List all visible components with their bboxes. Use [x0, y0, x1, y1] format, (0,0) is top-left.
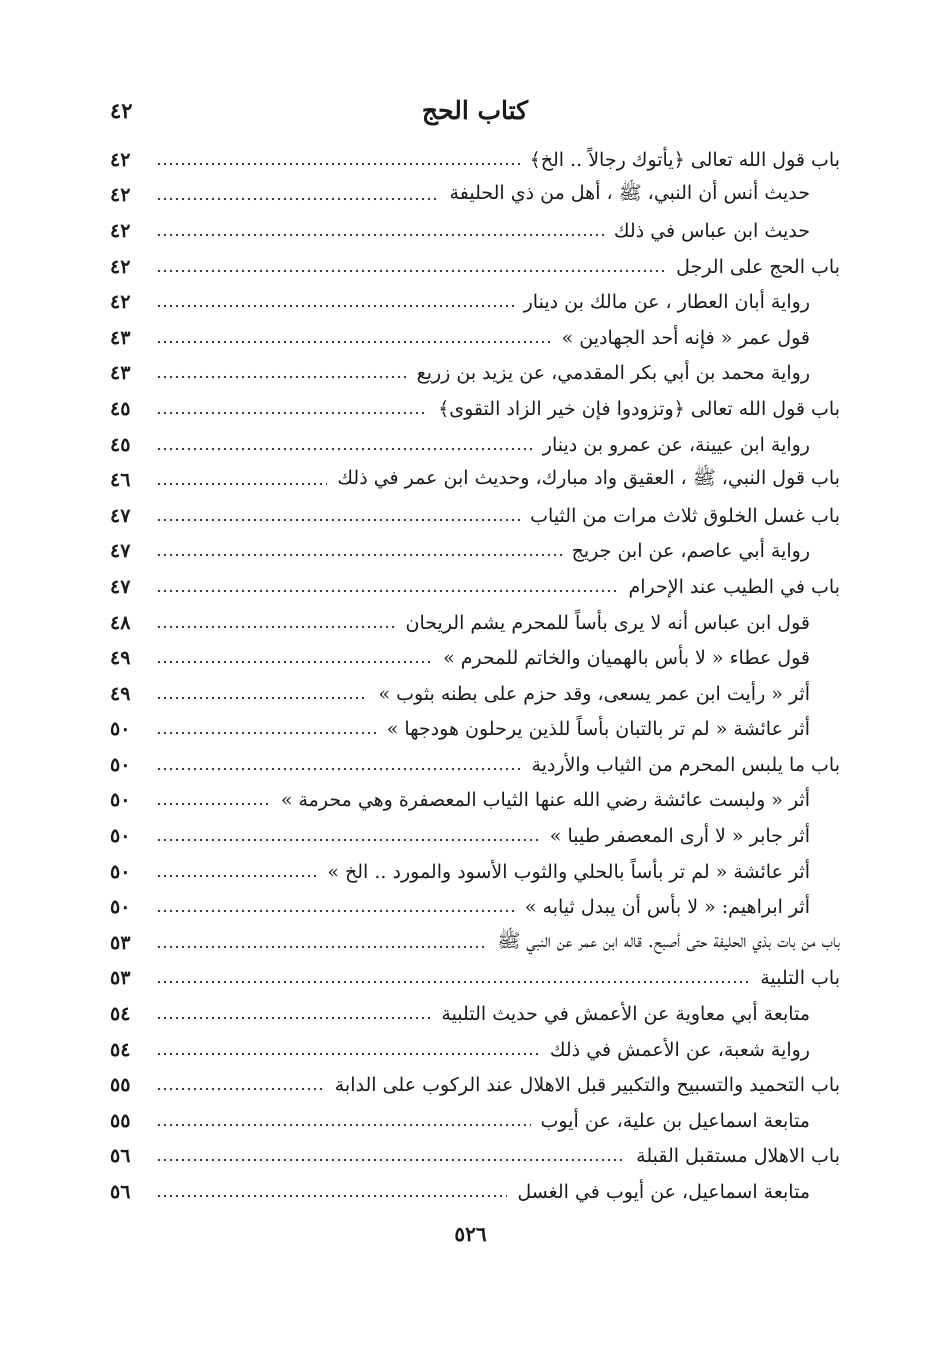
dot-leader: [156, 233, 604, 237]
toc-page-number: ٥٤: [110, 1038, 131, 1061]
toc-subentry-title: حديث ابن عباس في ذلك: [613, 219, 810, 242]
toc-chapter-title: باب في الطيب عند الإحرام: [628, 575, 840, 598]
toc-subentry-title: متابعة اسماعيل بن علية، عن أيوب: [540, 1109, 810, 1132]
toc-chapter-title: باب التحميد والتسبيح والتكبير قبل الاهلال عند الركوب على الدابة: [334, 1074, 840, 1097]
toc-entry: [110, 534, 840, 570]
dot-leader: [156, 1123, 531, 1127]
footer-page-number: ٥٢٦: [454, 1222, 487, 1246]
toc-entry: [110, 142, 840, 178]
toc-entry: [110, 854, 840, 890]
toc-subentry-title: متابعة اسماعيل، عن أيوب في الغسل: [517, 1181, 810, 1204]
dot-leader: [156, 1194, 507, 1198]
dot-leader: [156, 625, 396, 629]
toc-subentry-title: قول ابن عباس أنه لا يرى بأساً للمحرم يشم الريحان: [405, 611, 810, 634]
toc-chapter-title: باب غسل الخلوق ثلاث مرات من الثياب: [530, 504, 840, 527]
dot-leader: [156, 482, 327, 486]
toc-subentry-title: قول عطاء « لا بأس بالهميان والخاتم للمحرم »: [443, 647, 810, 670]
toc-entry: [110, 889, 840, 925]
toc-subentry-title: متابعة أبي معاوية عن الأعمش في حديث التلبية: [441, 1003, 810, 1026]
toc-entry: [110, 640, 840, 676]
toc-page-number: ٥٦: [110, 1145, 131, 1168]
toc-subentry-title: أثر « رأيت ابن عمر يسعى، وقد حزم على بطنه بثوب »: [378, 682, 810, 705]
toc-page-number: ٤٩: [110, 682, 131, 705]
toc-page-number: ٤٢: [110, 255, 131, 278]
dot-leader: [156, 838, 540, 842]
toc-page-number: ٥٦: [110, 1181, 131, 1204]
dot-leader: [156, 375, 407, 379]
toc-page-number: ٥٠: [110, 825, 131, 848]
toc-entry: [110, 178, 840, 214]
toc-entry: [110, 1067, 840, 1103]
toc-page-number: ٤٢: [110, 184, 131, 207]
toc-entry: [110, 712, 840, 748]
toc-page-number: ٤٦: [110, 469, 131, 492]
toc-subentry-title: أثر عائشة « لم تر بالتبان بأساً للذين يرحلون هودجها »: [386, 718, 810, 741]
toc-entry: [110, 783, 840, 819]
heading-page-number: ٤٢: [110, 98, 133, 123]
toc-entry: [110, 284, 840, 320]
dot-leader: [156, 1087, 325, 1091]
toc-entry: [110, 1032, 840, 1068]
toc-page-number: ٤٣: [110, 326, 131, 349]
toc-entry: [110, 320, 840, 356]
toc-page-number: ٤٢: [110, 219, 131, 242]
toc-page-number: ٥٠: [110, 896, 131, 919]
dot-leader: [156, 553, 562, 557]
toc-chapter-title: باب قول النبي، ﷺ ، العقيق واد مبارك، وحديث ابن عمر في ذلك: [337, 467, 840, 490]
toc-page-number: ٥٠: [110, 860, 131, 883]
toc-chapter-title: باب الاهلال مستقبل القبلة: [636, 1145, 840, 1168]
page-heading: [110, 96, 840, 136]
toc-subentry-title: حديث أنس أن النبي، ﷺ ، أهل من ذي الحليفة: [449, 182, 810, 205]
toc-subentry-title: أثر عائشة « لم تر بأساً بالحلي والثوب الأسود والمورد .. الخ »: [327, 860, 810, 883]
dot-leader: [156, 589, 618, 593]
toc-page-number: ٥٠: [110, 718, 131, 741]
toc-subentry-title: رواية شعبة، عن الأعمش في ذلك: [549, 1038, 810, 1061]
toc-entry: [110, 961, 840, 997]
dot-leader: [156, 980, 750, 984]
dot-leader: [156, 874, 317, 878]
toc-subentry-title: أثر « ولبست عائشة رضي الله عنها الثياب المعصفرة وهي محرمة »: [280, 789, 810, 812]
toc-chapter-title: باب التلبية: [760, 967, 840, 990]
toc-page-number: ٥٥: [110, 1074, 131, 1097]
toc-page-number: ٥٣: [110, 967, 131, 990]
dot-leader: [156, 660, 433, 664]
toc-subentry-title: أثر جابر « لا أرى المعصفر طيبا »: [549, 825, 810, 848]
dot-leader: [156, 945, 487, 949]
toc-entry: [110, 427, 840, 463]
dot-leader: [156, 802, 271, 806]
dot-leader: [156, 731, 377, 735]
dot-leader: [156, 304, 514, 308]
toc-page-number: ٤٢: [110, 291, 131, 314]
toc-entry: [110, 676, 840, 712]
toc-entry: [110, 925, 840, 961]
toc-page-number: ٤٩: [110, 647, 131, 670]
toc-page-number: ٤٧: [110, 504, 131, 527]
dot-leader: [156, 162, 520, 166]
dot-leader: [156, 1158, 626, 1162]
dot-leader: [156, 909, 515, 913]
toc-entry: [110, 1174, 840, 1210]
dot-leader: [156, 269, 666, 273]
toc-subentry-title: رواية أبان العطار ، عن مالك بن دينار: [523, 291, 810, 314]
toc-entry: [110, 818, 840, 854]
toc-chapter-title: باب الحج على الرجل: [676, 255, 840, 278]
toc-entry: [110, 1103, 840, 1139]
dot-leader: [156, 1016, 431, 1020]
toc-page-number: ٤٨: [110, 611, 131, 634]
toc-subentry-title: قول عمر « فإنه أحد الجهادين »: [561, 326, 810, 349]
toc-page-number: ٤٧: [110, 575, 131, 598]
page-title: كتاب الحج: [421, 96, 529, 125]
toc-entry: [110, 462, 840, 498]
toc-page-number: ٥٠: [110, 789, 131, 812]
dot-leader: [156, 518, 520, 522]
table-of-contents: [110, 142, 840, 1210]
toc-entry: [110, 213, 840, 249]
toc-page-number: ٤٥: [110, 433, 131, 456]
toc-subentry-title: أثر ابراهيم: « لا بأس أن يبدل ثيابه »: [524, 896, 810, 919]
dot-leader: [156, 340, 552, 344]
toc-subentry-title: رواية أبي عاصم، عن ابن جريج: [571, 540, 810, 563]
toc-entry: [110, 747, 840, 783]
dot-leader: [156, 411, 428, 415]
toc-entry: [110, 498, 840, 534]
toc-page-number: ٤٥: [110, 397, 131, 420]
toc-chapter-title: باب قول الله تعالى ﴿يأتوك رجالاً .. الخ﴾: [529, 148, 840, 171]
toc-page-number: ٥٤: [110, 1003, 131, 1026]
toc-entry: [110, 1139, 840, 1175]
dot-leader: [156, 696, 368, 700]
toc-page-number: ٤٧: [110, 540, 131, 563]
toc-entry: [110, 569, 840, 605]
dot-leader: [156, 197, 440, 201]
toc-entry: [110, 249, 840, 285]
toc-chapter-title: باب ما يلبس المحرم من الثياب والأردية: [531, 753, 840, 776]
toc-chapter-title: باب من بات بذي الحليفة حتى أصبح. قاله ابن عمر عن النبي ﷺ: [497, 929, 840, 952]
toc-subentry-title: رواية ابن عيينة، عن عمرو بن دينار: [542, 433, 810, 456]
toc-entry: [110, 605, 840, 641]
dot-leader: [156, 447, 533, 451]
toc-page-number: ٥٠: [110, 753, 131, 776]
toc-page-number: ٥٣: [110, 931, 131, 954]
toc-chapter-title: باب قول الله تعالى ﴿وتزودوا فإن خير الزاد التقوى﴾: [438, 397, 840, 420]
toc-page-number: ٤٢: [110, 148, 131, 171]
toc-entry: [110, 391, 840, 427]
dot-leader: [156, 1052, 540, 1056]
toc-subentry-title: رواية محمد بن أبي بكر المقدمي، عن يزيد بن زريع: [416, 362, 810, 385]
toc-page-number: ٤٣: [110, 362, 131, 385]
dot-leader: [156, 767, 521, 771]
toc-entry: [110, 356, 840, 392]
toc-entry: [110, 996, 840, 1032]
toc-page-number: ٥٥: [110, 1109, 131, 1132]
